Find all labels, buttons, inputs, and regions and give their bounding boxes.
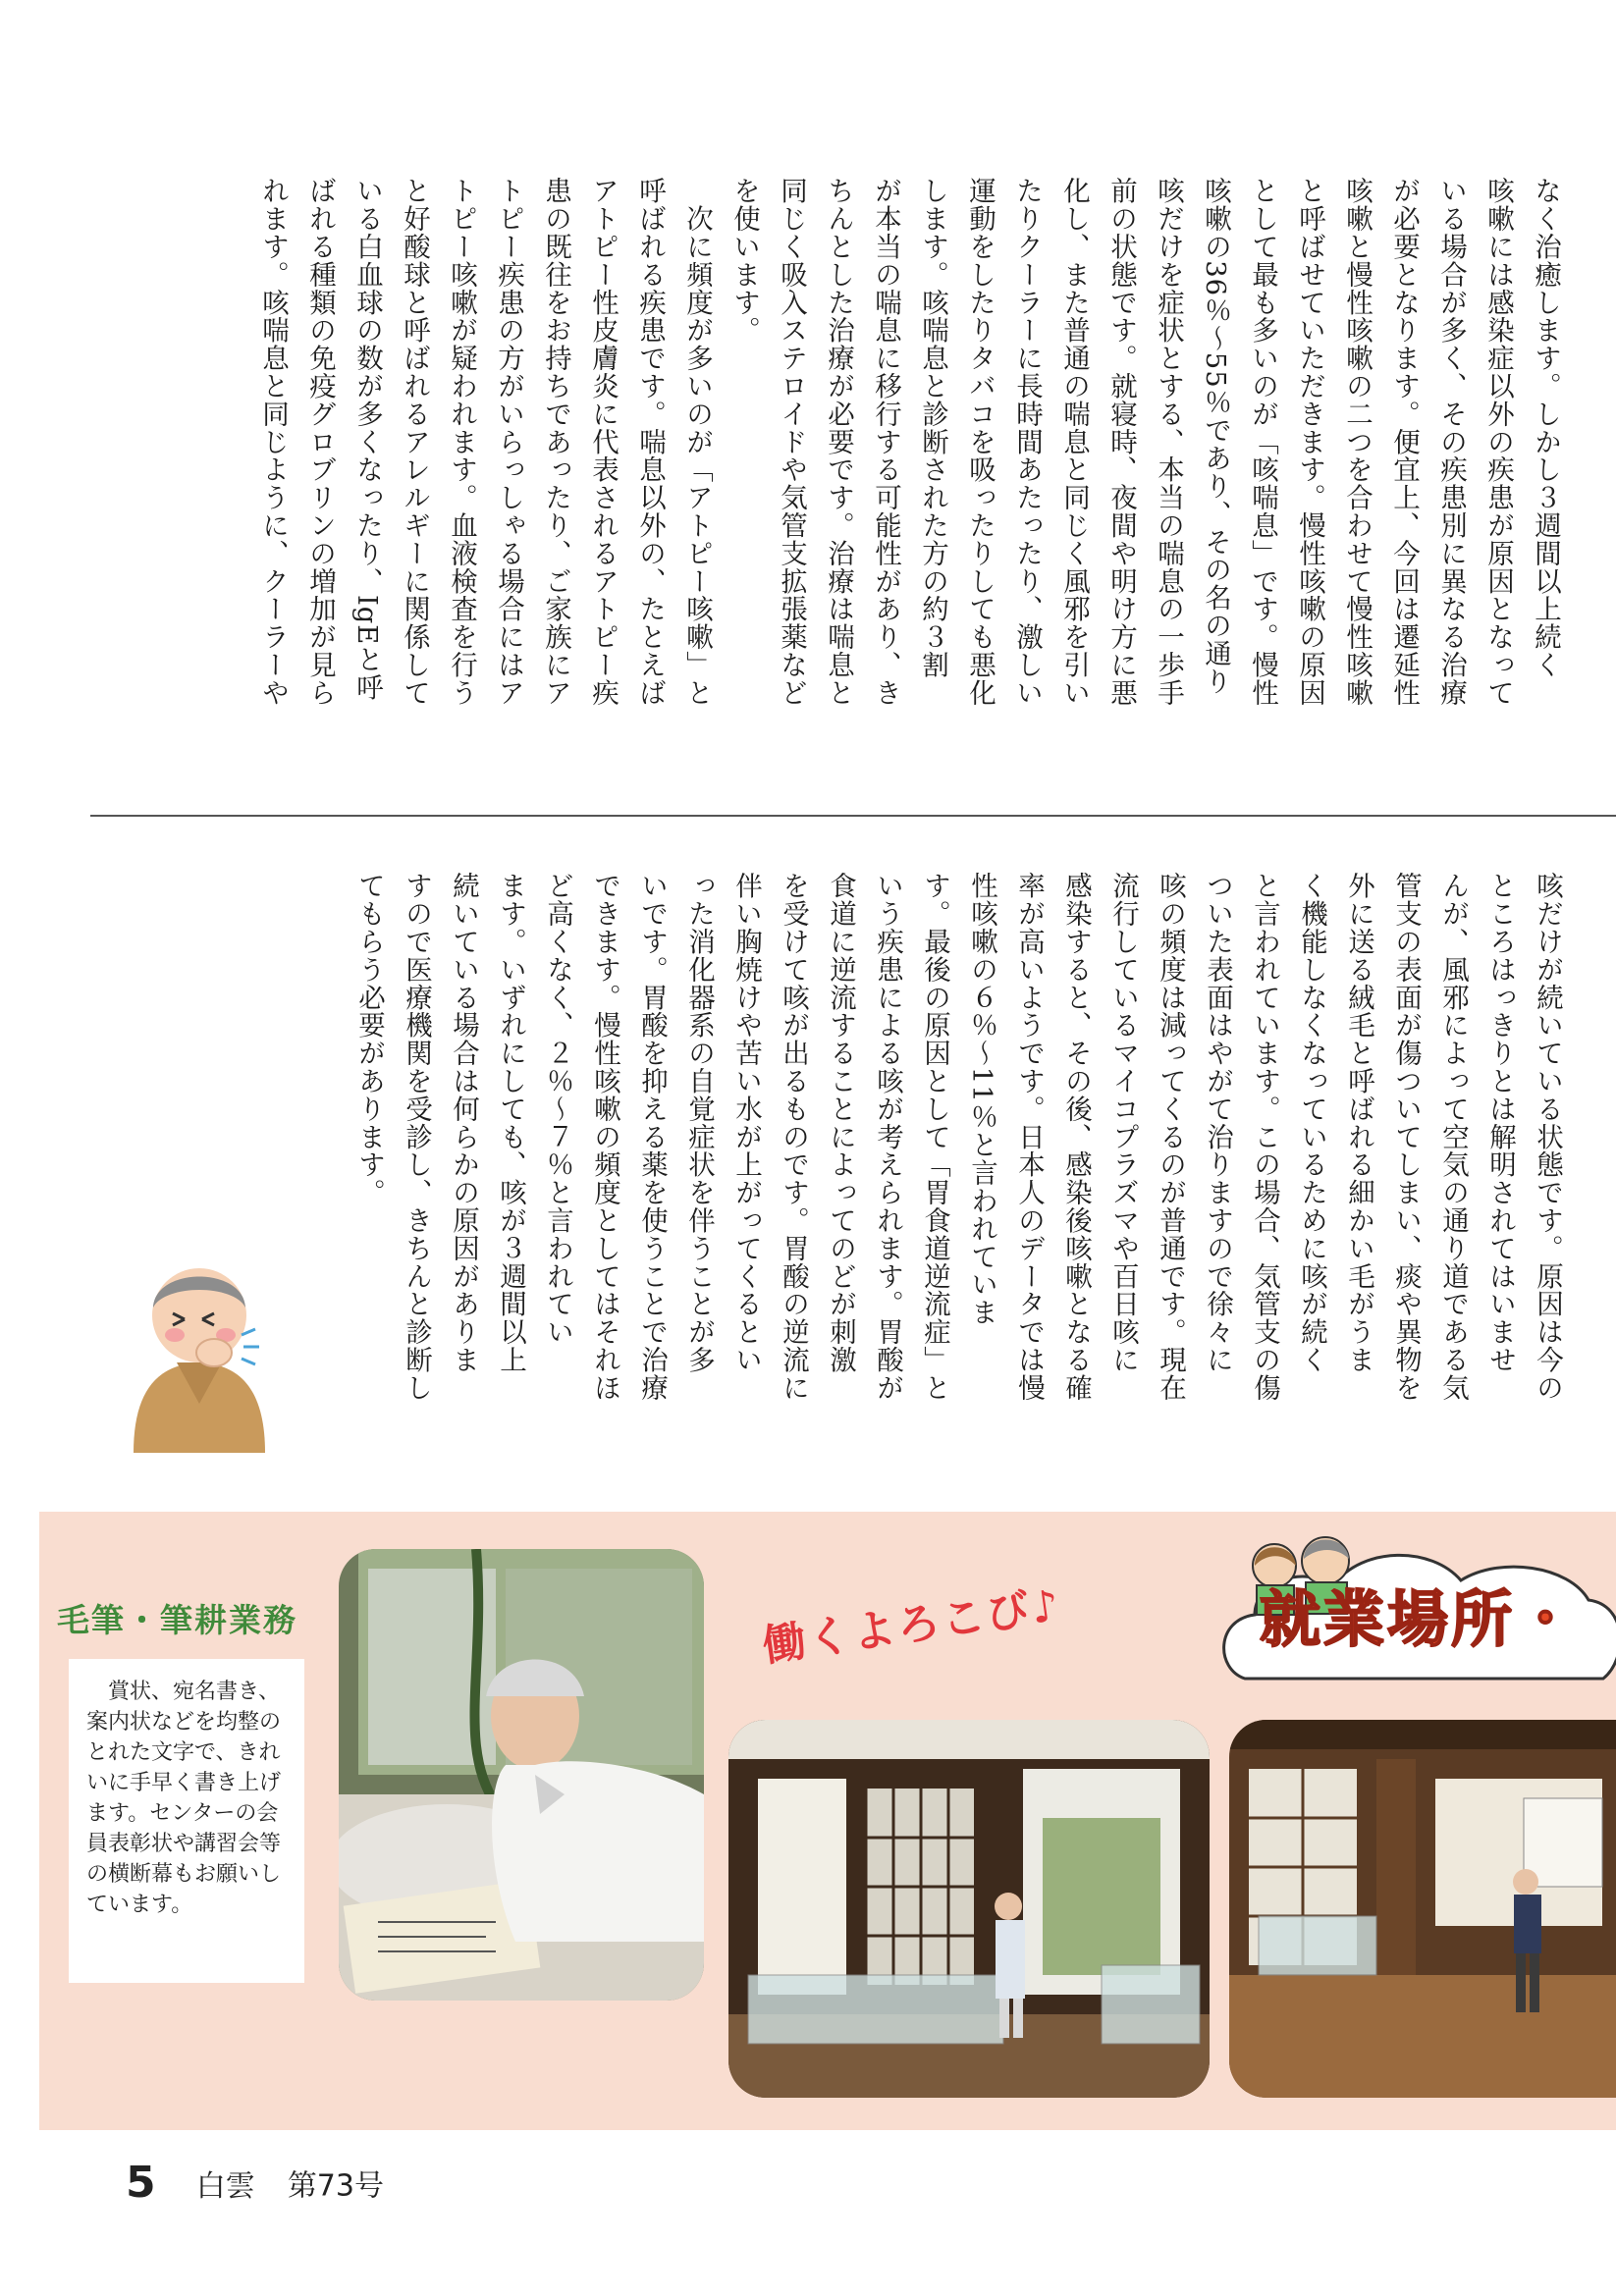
page-footer [126, 2158, 384, 2208]
magazine-name: 白雲 [195, 2168, 255, 2204]
joy-label: 働くよろこび♪ [759, 1579, 1064, 1673]
calligraphy-heading: 毛筆・筆耕業務 [57, 1601, 297, 1639]
museum-hall-photo-1 [728, 1720, 1210, 2098]
museum-hall-photo-2 [1229, 1720, 1616, 2098]
page-number: 5 [126, 2158, 156, 2208]
issue-number: 第73号 [287, 2168, 384, 2204]
calligraphy-description-text: 賞状、宛名書き、案内状などを均整のとれた文字で、きれいに手早く書き上げます。センターの会員表彰状や講習会等の横断幕もお願いしています。 [86, 1680, 282, 1917]
calligraphy-photo [339, 1549, 704, 2001]
section-divider [90, 815, 1616, 817]
article-text-upper: なく治癒します。しかし３週間以上続く 咳嗽には感染症以外の疾患が原因となって いる場合が多く、その疾患別に異なる治療 が必要となります。便宜上、今回は遷延性 咳嗽と慢性咳嗽の二つを合わせて慢性咳嗽 と呼ばせていただきます。慢性咳嗽の原因 として最も多いのが「咳喘息」です。慢性 咳嗽の36％〜55％であり、その名の通り 咳だけを症状とする、本当の喘息の一歩手 前の状態です。就寝時、夜間や明け方に悪 化し、また普通の喘息と同じく風邪を引い たりクーラーに長時間あたったり、激しい 運動をしたりタバコを吸ったりしても悪化 します。咳喘息と診断された方の約３割 が本当の喘息に移行する可能性があり、き ちんとした治療が必要です。治療は喘息と 同じく吸入ステロイドや気管支拡張薬など を使います。 次に頻度が多いのが「アトピー咳嗽」と 呼ばれる疾患です。喘息以外の、たとえば アトピー性皮膚炎に代表されるアトピー疾 患の既往をお持ちであったり、ご家族にア トピー疾患の方がいらっしゃる場合にはア トピー咳嗽が疑われます。血液検査を行う と好酸球と呼ばれるアレルギーに関係して いる白血球の数が多くなったり、IgEと呼 ばれる種類の免疫グロブリンの増加が見ら れます。咳喘息と同じように、クーラーや [257, 177, 1561, 707]
calligraphy-description [69, 1659, 304, 1983]
article-text-lower: 咳だけが続いている状態です。原因は今の ところはっきりとは解明されてはいませ んが、風邪によって空気の通り道である気 管支の表面が傷ついてしまい、痰や異物を 外に送る絨毛と呼ばれる細かい毛がうま く機能しなくなっているために咳が続く と言われています。この場合、気管支の傷 ついた表面はやがて治りますので徐々に 咳の頻度は減ってくるのが普通です。現在 流行しているマイコプラズマや百日咳に 感染すると、その後、感染後咳嗽となる確 率が高いようです。日本人のデータでは慢 性咳嗽の６％〜11％と言われていま す。最後の原因として「胃食道逆流症」と いう疾患による咳が考えられます。胃酸が 食道に逆流することによってのどが刺激 を受けて咳が出るものです。胃酸の逆流に 伴い胸焼けや苦い水が上がってくるとい った消化器系の自覚症状を伴うことが多 いです。胃酸を抑える薬を使うことで治療 できます。慢性咳嗽の頻度としてはそれほ ど高くなく、２％〜７％と言われてい ます。いずれにしても、咳が３週間以上 続いている場合は何らかの原因がありま すので医療機関を受診し、きちんと診断し てもらう必要があります。 [353, 872, 1563, 1402]
section-title: 就業場所・ [1260, 1583, 1580, 1655]
coughing-person-illustration [116, 1237, 283, 1453]
